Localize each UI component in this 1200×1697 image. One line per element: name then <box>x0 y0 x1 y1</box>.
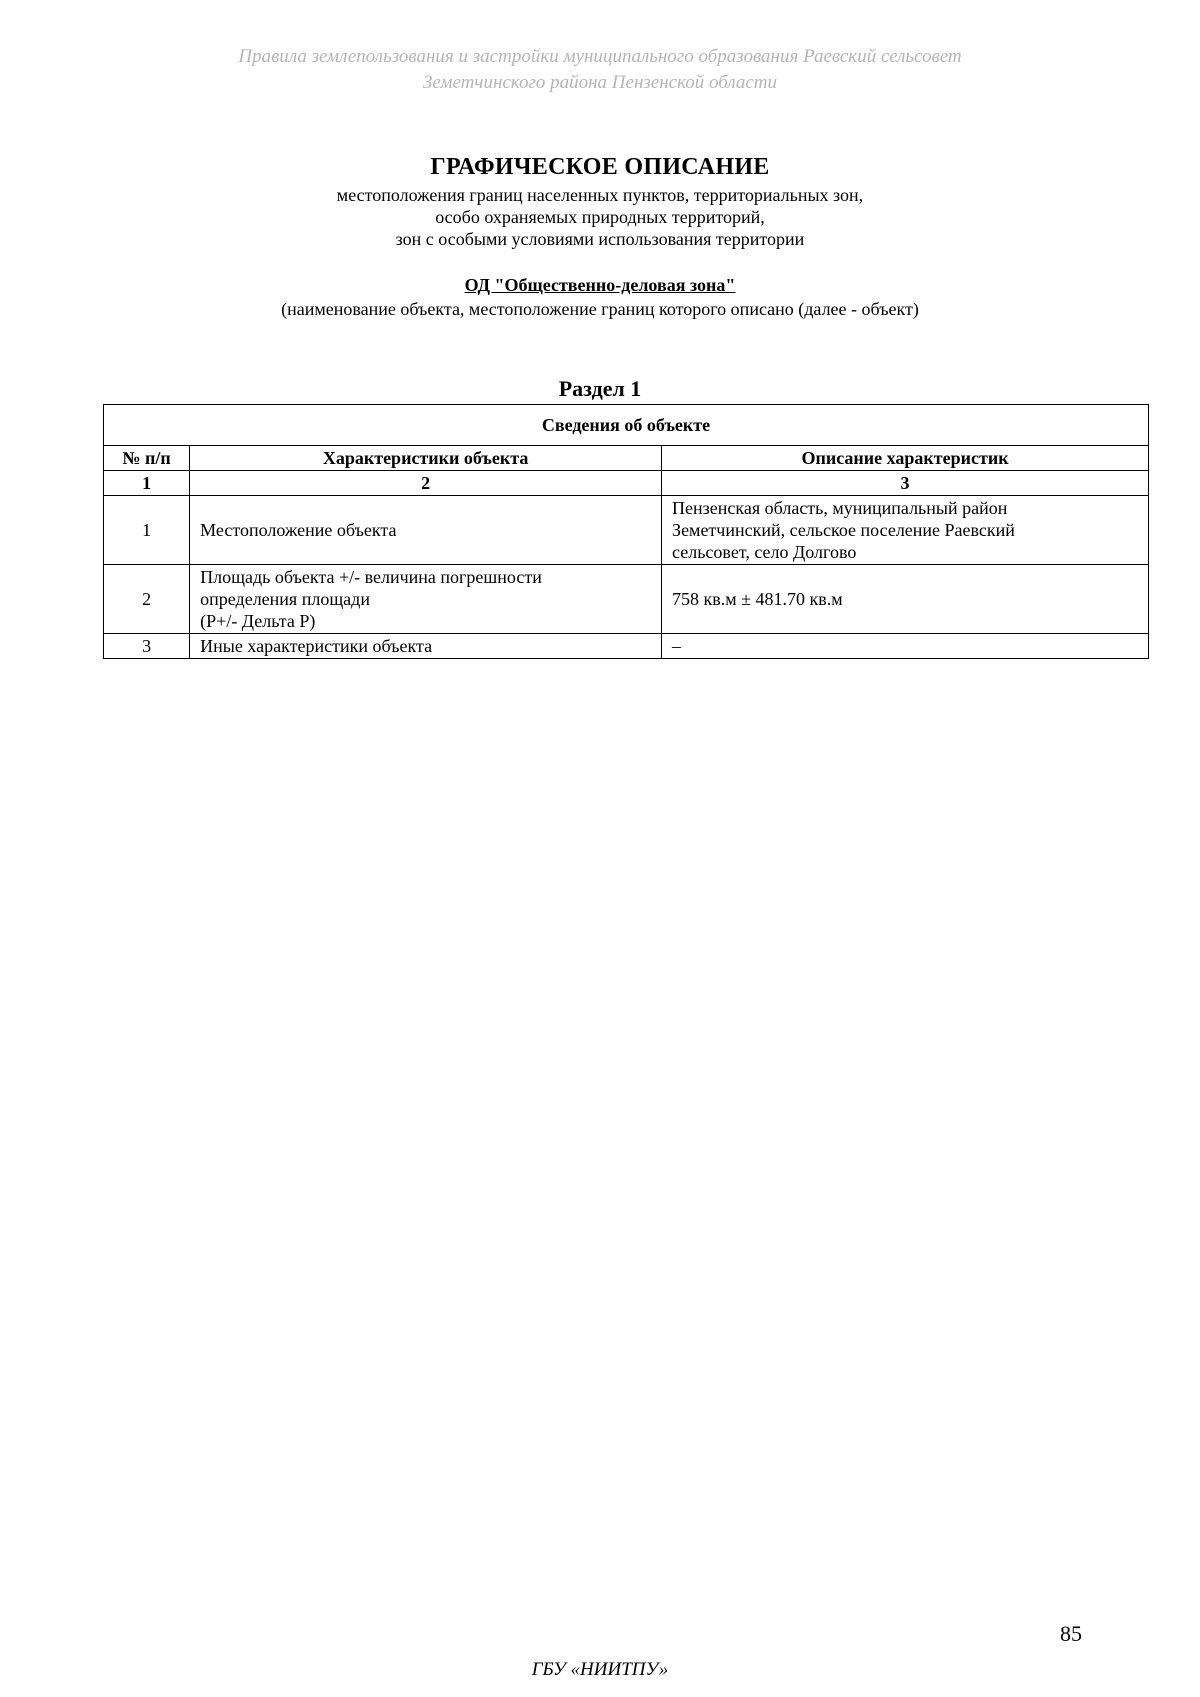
column-number: 2 <box>190 471 662 496</box>
document-title: ГРАФИЧЕСКОЕ ОПИСАНИЕ <box>430 154 770 180</box>
object-name: ОД "Общественно-деловая зона" <box>464 275 736 295</box>
title-block <box>0 150 1200 250</box>
document-subtitle-line: особо охраняемых природных территорий, <box>435 207 765 227</box>
row-description <box>662 565 1149 634</box>
cell-line: 758 кв.м ± 481.70 кв.м <box>672 589 843 609</box>
column-number: 3 <box>662 471 1149 496</box>
row-number: 2 <box>104 565 190 634</box>
cell-line: Земетчинский, сельское поселение Раевский <box>672 520 1015 540</box>
cell-line: Местоположение объекта <box>200 520 397 540</box>
cell-line: (Р+/- Дельта Р) <box>200 611 316 631</box>
page-number: 85 <box>1060 1621 1082 1646</box>
section-title: Раздел 1 <box>558 376 642 401</box>
running-header <box>0 44 1200 96</box>
table-row <box>104 634 1149 659</box>
table-header-row <box>104 446 1149 471</box>
object-name-block <box>0 274 1200 296</box>
column-header-characteristic: Характеристики объекта <box>190 446 662 471</box>
row-characteristic <box>190 565 662 634</box>
cell-line: – <box>672 636 682 656</box>
document-subtitle-line: местоположения границ населенных пунктов, территориальных зон, <box>336 185 864 205</box>
row-description <box>662 496 1149 565</box>
column-header-number: № п/п <box>104 446 190 471</box>
running-header-line: Земетчинского района Пензенской области <box>422 72 778 93</box>
table-caption-row <box>104 405 1149 446</box>
running-header-line: Правила землепользования и застройки муниципального образования Раевский сельсовет <box>238 46 962 67</box>
table-caption: Сведения об объекте <box>104 405 1149 446</box>
cell-line: Пензенская область, муниципальный район <box>672 498 1008 518</box>
row-characteristic <box>190 496 662 565</box>
object-caption: (наименование объекта, местоположение границ которого описано (далее - объект) <box>281 299 919 319</box>
object-info-table <box>103 404 1149 659</box>
cell-line: Иные характеристики объекта <box>200 636 433 656</box>
column-number: 1 <box>104 471 190 496</box>
footer-organization: ГБУ «НИИТПУ» <box>531 1659 669 1680</box>
table-row <box>104 565 1149 634</box>
table-row <box>104 496 1149 565</box>
row-characteristic <box>190 634 662 659</box>
row-number: 1 <box>104 496 190 565</box>
cell-line: определения площади <box>200 589 370 609</box>
column-header-description: Описание характеристик <box>662 446 1149 471</box>
cell-line: сельсовет, село Долгово <box>672 542 857 562</box>
row-number: 3 <box>104 634 190 659</box>
column-numbers-row <box>104 471 1149 496</box>
row-description <box>662 634 1149 659</box>
document-subtitle-line: зон с особыми условиями использования территории <box>395 229 805 249</box>
cell-line: Площадь объекта +/- величина погрешности <box>200 567 542 587</box>
